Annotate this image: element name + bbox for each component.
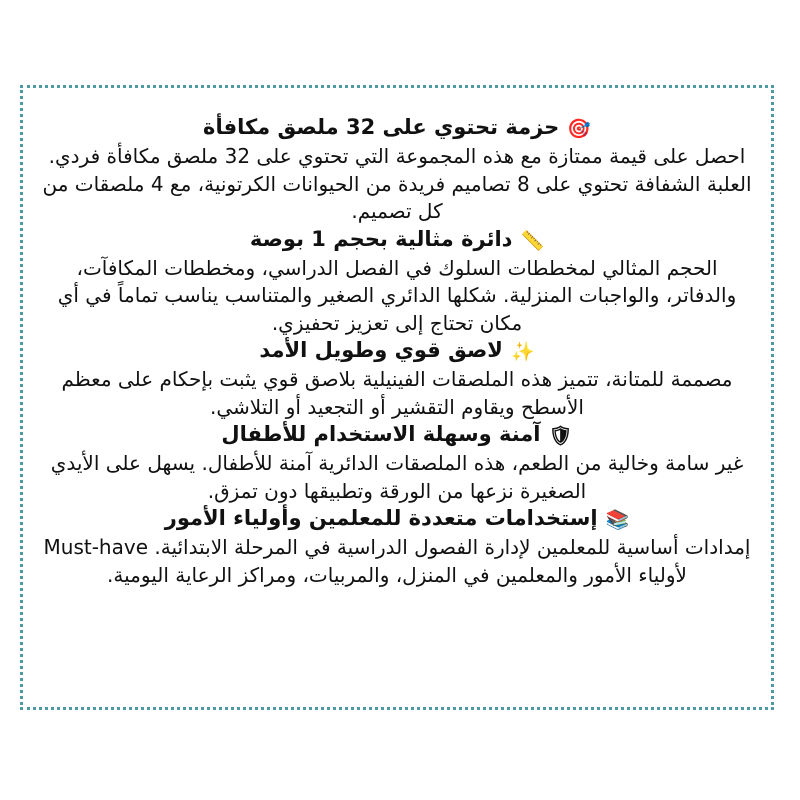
feature-heading	[41, 337, 753, 366]
books-icon: 📚	[605, 509, 630, 531]
feature-section	[41, 421, 753, 505]
feature-section	[41, 114, 753, 226]
feature-description: مصممة للمتانة، تتميز هذه الملصقات الفينيلية بلاصق قوي يثبت بإحكام على معظم الأسطح ويقاوم التقشير أو التجعيد أو التلاشي.	[61, 367, 733, 419]
feature-description: إمدادات أساسية للمعلمين لإدارة الفصول الدراسية في المرحلة الابتدائية. Must-have لأولياء الأمور والمعلمين في المنزل، والمربيات، ومراكز الرعاية اليومية.	[43, 535, 751, 587]
feature-description: الحجم المثالي لمخططات السلوك في الفصل الدراسي، ومخططات المكافآت، والدفاتر، والواجبات المنزلية. شكلها الدائري الصغير والمتناسب يناسب تماماً في أي مكان تحتاج إلى تعزيز تحفيزي.	[57, 255, 737, 335]
feature-title: آمنة وسهلة الاستخدام للأطفال	[221, 422, 541, 446]
feature-title: دائرة مثالية بحجم 1 بوصة	[249, 226, 513, 251]
feature-heading	[41, 421, 753, 450]
feature-title: حزمة تحتوي على 32 ملصق مكافأة	[203, 115, 560, 139]
feature-section	[41, 226, 753, 338]
feature-description: احصل على قيمة ممتازة مع هذه المجموعة التي تحتوي على 32 ملصق مكافأة فردي. العلبة الشفافة تحتوي على 8 تصاميم فريدة من الحيوانات الكرتونية، مع 4 ملصقات من كل تصميم.	[42, 144, 752, 223]
product-features-card	[20, 85, 774, 710]
feature-heading	[41, 114, 753, 143]
feature-title: لاصق قوي وطويل الأمد	[259, 338, 503, 362]
sparkles-icon: ✨	[510, 341, 535, 363]
shield-icon: 🛡	[548, 425, 573, 447]
ruler-icon: 📏	[520, 229, 545, 252]
target-icon: 🎯	[567, 118, 591, 140]
feature-title: إستخدامات متعددة للمعلمين وأولياء الأمور	[164, 506, 598, 530]
feature-heading	[41, 226, 753, 255]
feature-section	[41, 505, 753, 589]
feature-section	[41, 337, 753, 421]
feature-description: غير سامة وخالية من الطعم، هذه الملصقات الدائرية آمنة للأطفال. يسهل على الأيدي الصغيرة نزعها من الورقة وتطبيقها دون تمزق.	[50, 451, 744, 503]
feature-heading	[41, 505, 753, 534]
